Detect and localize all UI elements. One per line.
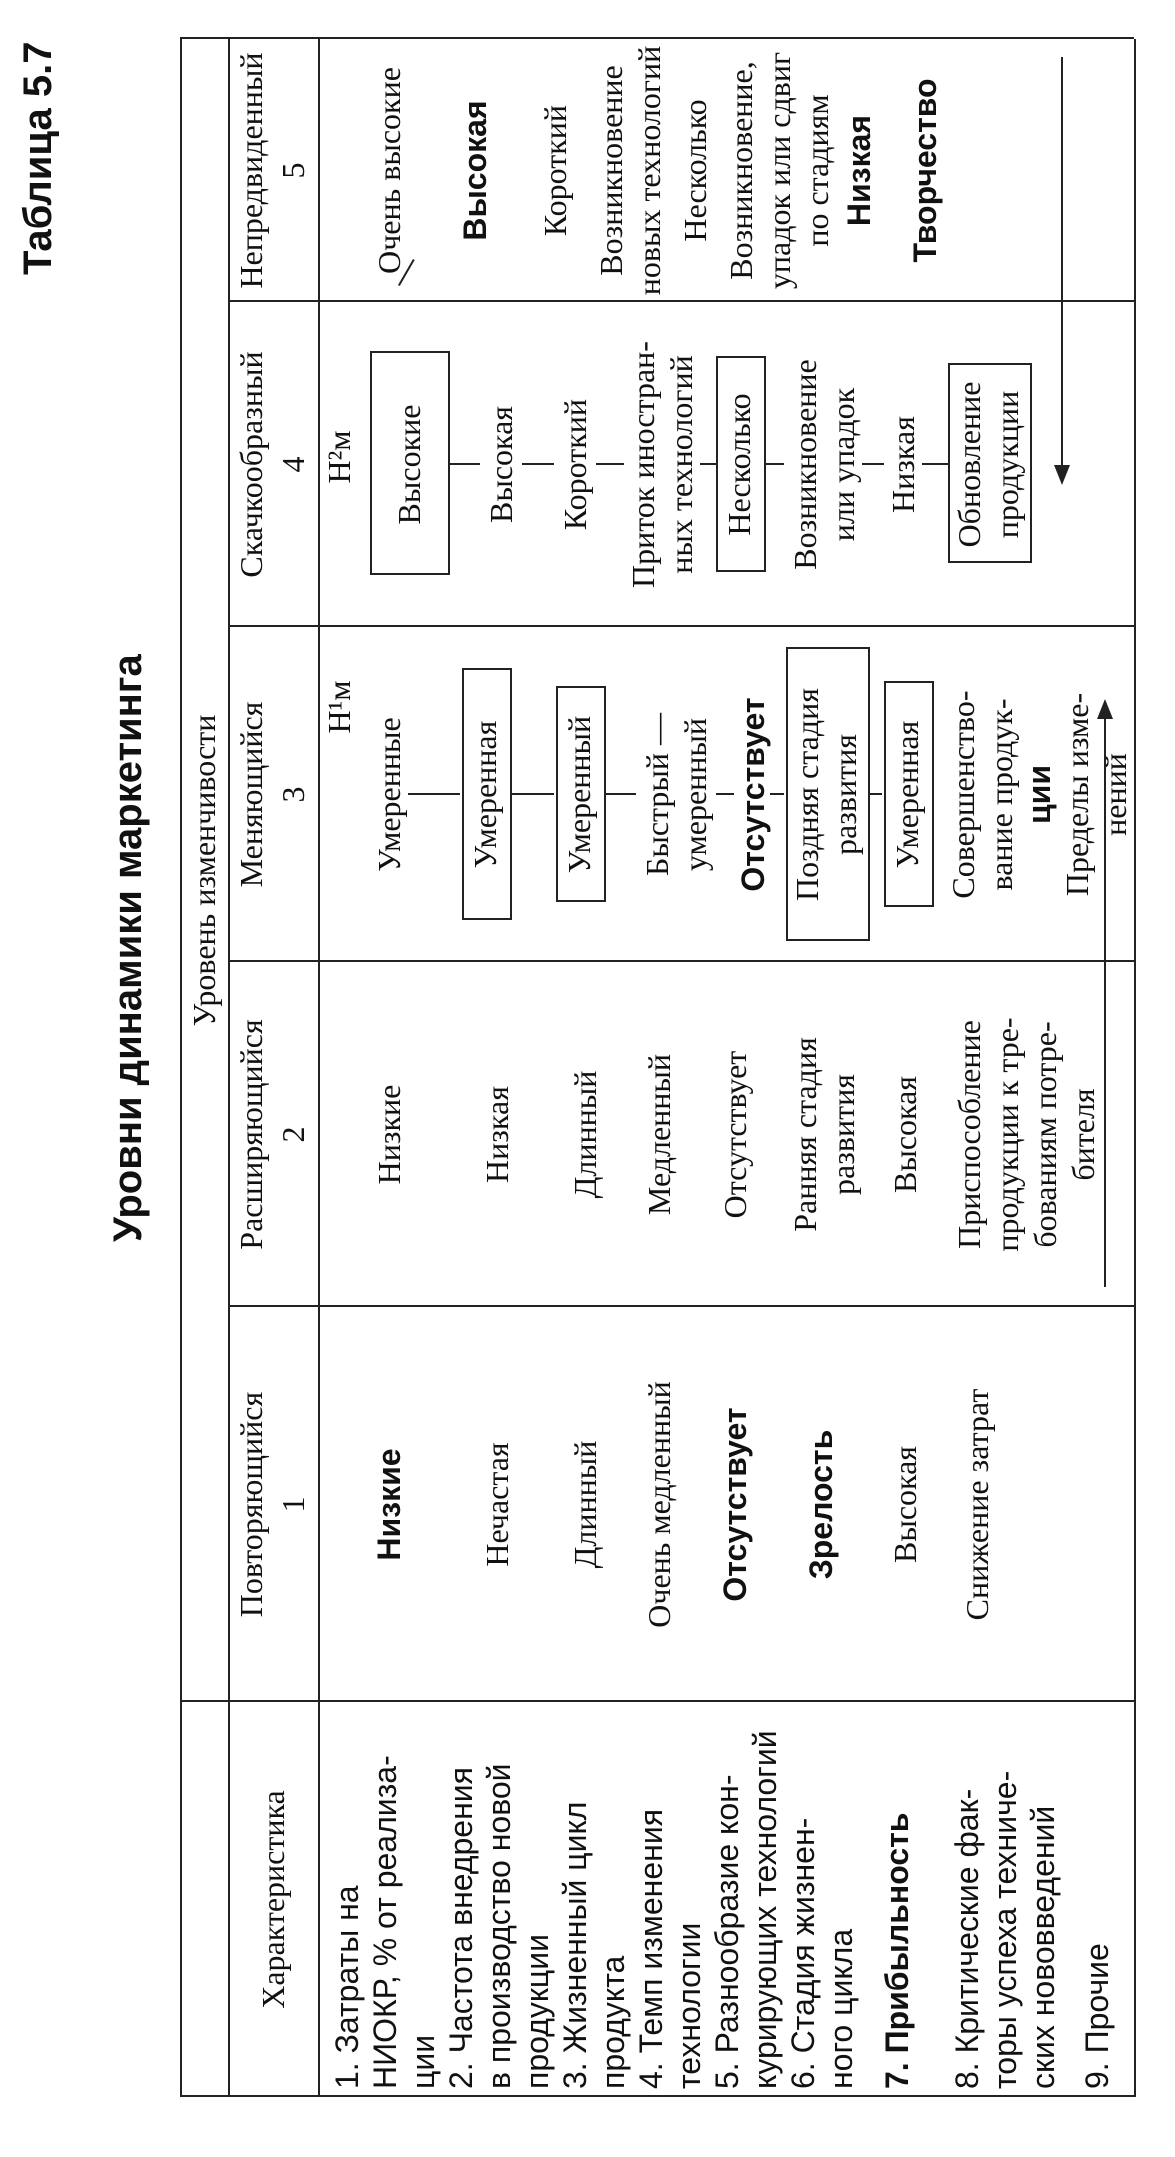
arrow-left-icon xyxy=(1054,465,1070,485)
table-cell: Ранняя стадия развития xyxy=(787,1037,861,1232)
marker-m1: Н¹м xyxy=(321,680,357,734)
level-2-number: 2 xyxy=(275,1126,311,1143)
level-2-name: Расширяющийся xyxy=(233,1019,269,1250)
table-cell: Низкие xyxy=(371,1448,407,1561)
level-3-name: Меняющийся xyxy=(233,701,269,888)
table-cell: Зрелость xyxy=(803,1429,839,1580)
row-label: 8. Критические фак- торы успеха техниче- ских нововведений xyxy=(949,1770,1061,2089)
table-cell: Очень высокие xyxy=(371,67,407,274)
table-cell: Короткий xyxy=(537,104,573,237)
table-cell: Высокая xyxy=(887,1445,923,1564)
characteristic-header: Характеристика xyxy=(255,1790,291,2009)
row-label: 5. Разнообразие кон- курирующих технологий xyxy=(709,1730,783,2089)
table-cell: Умеренные xyxy=(371,717,407,872)
table-cell: Несколько xyxy=(677,99,713,242)
page-title: Уровни динамики маркетинга xyxy=(106,654,150,1242)
table-cell: Отсутствует xyxy=(735,697,771,892)
table-cell: Отсутствует xyxy=(717,1407,753,1602)
table-cell: Возникновение, упадок или сдвиг по стадиям xyxy=(723,51,835,290)
level-3-number: 3 xyxy=(275,786,311,803)
table-cell: Низкие xyxy=(371,1084,407,1185)
table-cell: Нечастая xyxy=(479,1442,515,1567)
table-cell: Обновление продукции xyxy=(951,381,1025,548)
table-cell: Высокая xyxy=(887,1075,923,1194)
table-cell: Высокая xyxy=(457,100,493,241)
row-label: 2. Частота внедрения в производство новой продукции xyxy=(443,1763,555,2089)
table-cell: Низкая xyxy=(479,1086,515,1183)
table-cell: Длинный xyxy=(567,1440,603,1569)
table-cell: Возникновение или упадок xyxy=(787,359,861,570)
table-cell: Высокая xyxy=(483,405,519,524)
table-cell: Несколько xyxy=(721,393,757,536)
row-label: 4. Темп изменения технологии xyxy=(633,1808,707,2089)
table-cell: Отсутствует xyxy=(717,1050,753,1219)
row-label: 1. Затраты на НИОКР, % от реализа- ции xyxy=(329,1755,441,2089)
row-label: 3. Жизненный цикл продукта xyxy=(557,1801,631,2089)
table-cell: Медленный xyxy=(641,1053,677,1216)
table-cell: Приспособление продукции к тре- бованиям потре- бителя xyxy=(951,1017,1101,1252)
row-label: 7. Прибыльность xyxy=(879,1812,915,2089)
level-1-number: 1 xyxy=(275,1496,311,1513)
table-cell: Очень медленный xyxy=(641,1381,677,1628)
table-cell: Умеренная xyxy=(467,720,503,869)
table-cell: Возникновение новых технологий xyxy=(593,45,667,296)
table-label: Таблица 5.7 xyxy=(16,41,60,275)
table-cell: Творчество xyxy=(907,78,943,263)
level-5-number: 5 xyxy=(275,162,311,179)
row-label: 6. Стадия жизнен- ного цикла xyxy=(785,1817,859,2089)
table-cell: Низкая xyxy=(841,114,877,227)
table-cell: Короткий xyxy=(557,398,593,531)
table-cell: Совершенство- вание продук- ции xyxy=(945,690,1057,899)
arrow-right-icon xyxy=(1097,699,1113,719)
table-cell: Умеренная xyxy=(889,720,925,869)
level-5-name: Непредвиденный xyxy=(233,52,269,289)
row-label: 9. Прочие xyxy=(1079,1943,1115,2089)
level-1-name: Повторяющийся xyxy=(233,1391,269,1618)
table-cell: Снижение затрат xyxy=(959,1388,995,1621)
table-cell: Поздняя стадия развития xyxy=(789,688,863,901)
table-cell: Умеренный xyxy=(561,715,597,874)
table-cell: Высокие xyxy=(391,404,427,525)
table-cell: Низкая xyxy=(885,416,921,513)
table-cell: Пределы изме- нений xyxy=(1059,692,1133,897)
table-cell: Длинный xyxy=(567,1070,603,1199)
level-4-name: Скачкообразный xyxy=(233,351,269,578)
marker-m2: Н²м xyxy=(321,430,357,484)
level-4-number: 4 xyxy=(275,456,311,473)
table-cell: Приток иностран- ных технологий xyxy=(625,341,699,588)
level-group-header: Уровень изменчивости xyxy=(186,714,222,1027)
table-cell: Быстрый — умеренный xyxy=(639,712,713,877)
